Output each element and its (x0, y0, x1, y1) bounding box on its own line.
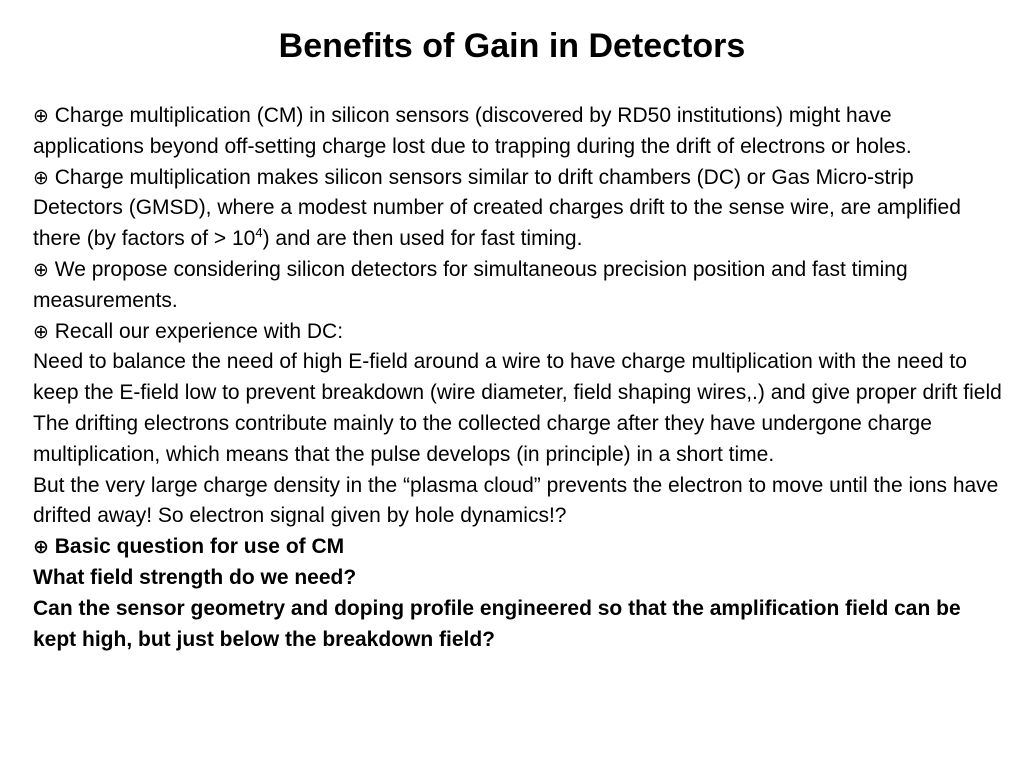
question-field-strength: What field strength do we need? (33, 565, 357, 589)
circled-plus-bullet-icon: ⊕ (33, 258, 49, 281)
paragraph-text: We propose considering silicon detectors for simultaneous precision position and fast timing measurements. (33, 257, 908, 312)
circled-plus-bullet-icon: ⊕ (33, 320, 49, 343)
bullet-drift-chamber-similarity (33, 163, 1008, 255)
paragraph-plasma-cloud: But the very large charge density in the “plasma cloud” prevents the electron to move until the ions have drifted away! So electron signal given by hole dynamics!? (33, 473, 999, 528)
paragraph-text: Charge multiplication makes silicon sensors similar to drift chambers (DC) or Gas Micro-strip Detectors (GMSD), where a modest number of created charges drift to the sense wire, are amplified there (by factors of > 10 (33, 165, 961, 251)
bullet-proposal (33, 255, 1008, 317)
bullet-dc-experience (33, 317, 1008, 348)
circled-plus-bullet-icon: ⊕ (33, 105, 49, 127)
page-title: Benefits of Gain in Detectors (278, 27, 746, 65)
question-sensor-geometry: Can the sensor geometry and doping profile engineered so that the amplification field can be kept high, but just below the breakdown field? (33, 596, 961, 651)
paragraph-text: Charge multiplication (CM) in silicon sensors (discovered by RD50 institutions) might have applications beyond off-setting charge lost due to trapping during the drift of electrons or holes. (33, 104, 912, 158)
circled-plus-bullet-icon: ⊕ (33, 166, 49, 189)
slide-body (33, 101, 1008, 655)
paragraph-text: ) and are then used for fast timing. (262, 227, 583, 251)
paragraph-text: Recall our experience with DC: (54, 319, 344, 343)
paragraph-text: Basic question for use of CM (54, 535, 345, 559)
paragraph-efield-balance: Need to balance the need of high E-field around a wire to have charge multiplication with the need to keep the E-field low to prevent breakdown (wire diameter, field shaping wires,.) and give proper drift field (33, 350, 1002, 405)
circled-plus-bullet-icon: ⊕ (33, 536, 49, 559)
paragraph-drifting-electrons: The drifting electrons contribute mainly to the collected charge after they have undergone charge multiplication, which means that the pulse develops (in principle) in a short time. (33, 411, 932, 466)
exponent: 4 (255, 225, 263, 241)
bullet-basic-question (33, 532, 1008, 563)
bullet-charge-multiplication-applications (33, 101, 1008, 163)
